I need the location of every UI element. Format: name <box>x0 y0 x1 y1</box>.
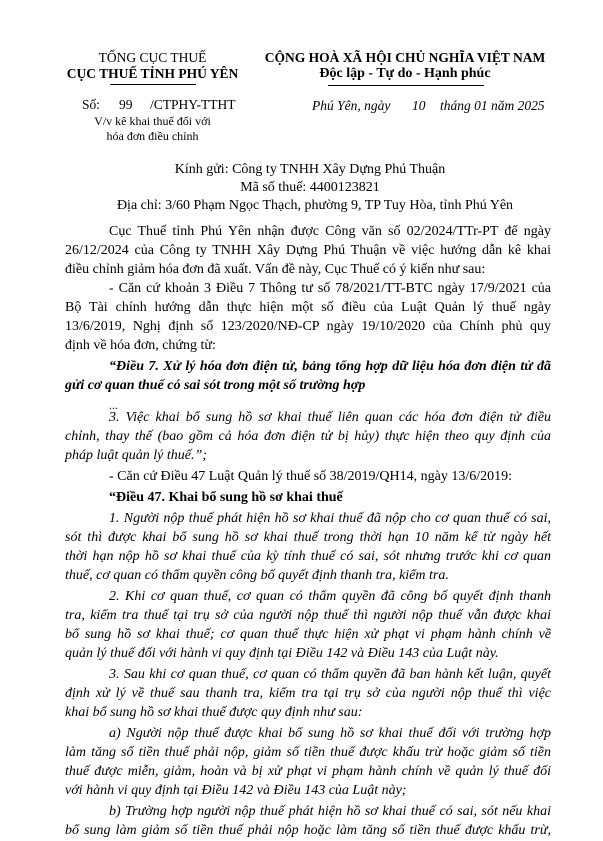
quote-title-line: gửi cơ quan thuế có sai sót trong một số trường hợp <box>65 378 366 393</box>
quote-line: thuế, cơ quan có thẩm quyền công bố quyết định thanh tra, kiểm tra. <box>65 568 449 583</box>
date-day: 10 <box>412 98 426 113</box>
doc-code: /CTPHY-TTHT <box>150 97 236 112</box>
doc-number-label: Số: <box>82 97 101 112</box>
paragraph-line: Bộ Tài chính hướng dẫn thực hiện một số điều của Luật Quản lý thuế ngày <box>65 300 551 315</box>
quote-title-line: “Điều 47. Khai bổ sung hồ sơ khai thuế <box>109 490 343 505</box>
paragraph-line: điều chỉnh giảm hóa đơn đã xuất. Vấn đề này, Cục Thuế có ý kiến như sau: <box>65 262 486 277</box>
quote-line: a) Người nộp thuế được khai bổ sung hồ sơ khai thuế đối với trường hợp <box>109 726 551 741</box>
quote-line: pháp luật quản lý thuế.”; <box>65 448 207 463</box>
agency-name: CỤC THUẾ TỈNH PHÚ YÊN <box>66 66 239 81</box>
quote-line: tra, kiểm tra thuế tại trụ sở của người nộp thuế thì người nộp thuế vẫn được khai <box>65 608 551 623</box>
quote-line: 3. Sau khi cơ quan thuế, cơ quan có thẩm quyền đã ban hành kết luận, quyết <box>109 667 551 682</box>
recipient-address: Địa chỉ: 3/60 Phạm Ngọc Thạch, phường 9, TP Tuy Hòa, tỉnh Phú Yên <box>116 198 514 213</box>
paragraph-line: 13/6/2019, Nghị định số 123/2020/NĐ-CP ngày 19/10/2020 của Chính phủ quy <box>65 319 551 334</box>
quote-line: 2. Khi cơ quan thuế, cơ quan có thẩm quyền đã công bố quyết định thanh <box>109 589 551 604</box>
recipient-tax-code: Mã số thuế: 4400123821 <box>240 180 380 195</box>
quote-line: khai bổ sung hồ sơ khai thuế được quy định như sau: <box>65 705 363 720</box>
motto-underline <box>328 85 484 86</box>
subject-line-2: hóa đơn điều chỉnh <box>106 129 199 143</box>
recipient-to: Kính gửi: Công ty TNHH Xây Dựng Phú Thuận <box>174 162 446 177</box>
ellipsis: ... <box>109 398 118 412</box>
quote-title-line: “Điều 7. Xử lý hóa đơn điện tử, bảng tổng hợp dữ liệu hóa đơn điện tử đã <box>109 359 551 374</box>
quote-line: bổ sung hồ sơ khai thuế; cơ quan thuế thực hiện xử phạt vi phạm hành chính về <box>65 627 551 642</box>
paragraph-line: Cục Thuế tỉnh Phú Yên nhận được Công văn số 02/2024/TTr-PT để ngày <box>109 224 551 239</box>
quote-line: thời hạn nộp hồ sơ khai thuế của kỳ tính thuế có sai, sót nhưng trước khi cơ quan <box>65 549 551 564</box>
quote-line: bổ sung làm giảm số tiền thuế phải nộp hoặc làm tăng số tiền thuế được khấu trừ, <box>65 823 551 838</box>
paragraph-line: - Căn cứ Điều 47 Luật Quản lý thuế số 38/2019/QH14, ngày 13/6/2019: <box>109 469 513 484</box>
motto: Độc lập - Tự do - Hạnh phúc <box>319 66 491 81</box>
doc-number: 99 <box>119 97 133 112</box>
quote-line: chỉnh, thay thế (bao gồm cả hóa đơn điện tử bị hủy) thực hiện theo quy định của <box>65 429 551 444</box>
paragraph-line: - Căn cứ khoản 3 Điều 7 Thông tư số 78/2021/TT-BTC ngày 17/9/2021 của <box>109 281 551 296</box>
paragraph-line: định về hóa đơn, chứng từ: <box>65 338 216 353</box>
quote-line: định xử lý về thuế sau thanh tra, kiểm tra tại trụ sở của người nộp thuế thì việc <box>65 686 551 701</box>
quote-line: quản lý thuế đối với hành vi quy định tại Điều 142 và Điều 143 của Luật này. <box>65 646 499 661</box>
date-month-year: tháng 01 năm 2025 <box>440 98 545 113</box>
agency-parent: TỔNG CỤC THUẾ <box>98 50 207 65</box>
quote-line: thuế được miễn, giảm, hoàn và bị xử phạt vi phạm hành chính về quản lý thuế đối <box>65 764 551 779</box>
quote-line: 3. Việc khai bổ sung hồ sơ khai thuế liên quan các hóa đơn điện tử điều <box>109 410 551 425</box>
quote-line: với hành vi quy định tại Điều 142 và Điều 143 của Luật này; <box>65 783 407 798</box>
paragraph-line: 26/12/2024 của Công ty TNHH Xây Dựng Phú Thuận về việc hướng dẫn kê khai <box>65 243 551 258</box>
subject-line-1: V/v kê khai thuế đối với <box>94 114 211 128</box>
nation-title: CỘNG HOÀ XÃ HỘI CHỦ NGHĨA VIỆT NAM <box>264 50 546 65</box>
agency-underline <box>110 84 196 85</box>
quote-line: 1. Người nộp thuế phát hiện hồ sơ khai thuế đã nộp cho cơ quan thuế có sai, <box>109 511 551 526</box>
date-place: Phú Yên, ngày <box>312 98 391 113</box>
quote-line: làm tăng số tiền thuế phải nộp, giảm số tiền thuế được khấu trừ hoặc giảm số tiền <box>65 745 551 760</box>
quote-line: sót thì được khai bổ sung hồ sơ khai thuế trong thời hạn 10 năm kể từ ngày hết <box>65 530 551 545</box>
quote-line: b) Trường hợp người nộp thuế phát hiện hồ sơ khai thuế có sai, sót nếu khai <box>109 804 551 819</box>
